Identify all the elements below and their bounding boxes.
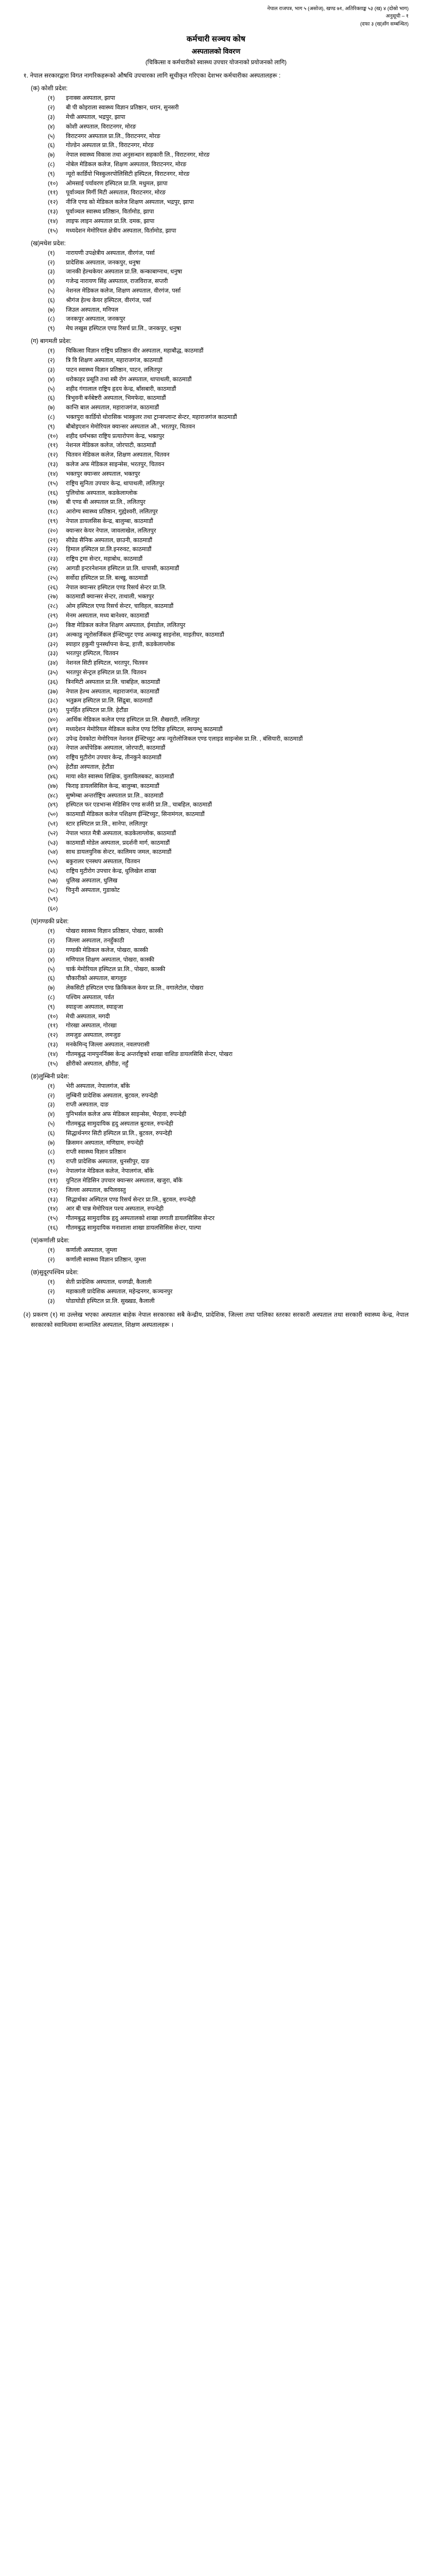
list-item: (३३) भरतपुर हस्पिटल, चितवन <box>48 650 118 657</box>
list-item: (१२) जिल्ला अस्पताल, कपिलवस्तु <box>48 1187 126 1193</box>
list-item: (८) नोबेल मेडिकल कलेज, शिक्षण अस्पताल, विराटनगर, मोरङ <box>48 161 187 168</box>
list-item: (१४) गौतमबुद्ध नामपुनर्निक्स केन्द्र अन्तर्राष्ट्रको शाखा वाशिङ डायलसिसि सेन्टर, पोखरा <box>48 1051 233 1058</box>
group-label-gandaki: (घ)गण्डकी प्रदेश: <box>31 918 69 925</box>
list-item: (७) कान्ति बाल अस्पताल, महाराजगंज, काठमाडौं <box>48 405 159 411</box>
list-item: (५) शहीद गंगालाल राष्ट्रिय हृदय केन्द्र, बाँसबारी, काठमाडौं <box>48 385 176 392</box>
list-item: (३६) त्रिनमिटी अस्पताल प्रा.लि. चाबहिल, काठमाडौं <box>48 679 160 685</box>
list-item: (७) लेकसिटी हस्पिटल एण्ड क्रिकिकल केयर प्रा.लि., वगालेटोल, पोखरा <box>48 985 204 992</box>
list-item: (३) पाटन स्वास्थ्य विज्ञान प्रतिष्ठान, पाटन, ललितपुर <box>48 366 163 373</box>
doc-header-line1: नेपाल राजपत्र, भाग ५ (असाेज), खण्ड ७१, अतिरिक्ताङ्क ५३ (ख) ४ (दोस्रो भाग) <box>267 6 409 12</box>
list-item: (५) नेशनल मेडिकल कलेज, शिक्षण अस्पताल, वीरगंज, पर्सा <box>48 288 181 294</box>
list-item: (३७) नेपाल हेल्थ अस्पताल, महाराजगंज, काठमाडौं <box>48 688 159 695</box>
list-item: (५२) नेपाल भारत मैत्री अस्पताल, कडकेलाग्लोक, काठमाडौं <box>48 830 176 837</box>
list-item: (४५) हेटौंडा अस्पताल, हेटौंडा <box>48 764 114 771</box>
list-item: (३) राप्ती अस्पताल, दाङ <box>48 1102 109 1109</box>
list-item: (३१) अल्काडु न्यूरोसर्जिकल ईन्स्टिच्युट एण्ड अल्काडु साइनोस, माइतीघर, काठमाडौं <box>48 631 224 638</box>
list-item: (४) कोशी अस्पताल, विराटनगर, मोरङ <box>48 123 137 130</box>
group-label-koshi: (क) कोशी प्रदेश: <box>31 85 68 92</box>
list-item: (४४) राष्ट्रिय मुटीरोग उपचार केन्द्र, तीनकुने काठमाडौं <box>48 754 162 761</box>
list-item: (५१) स्टार हस्पिटल प्रा.लि., सानेपा, ललितपुर <box>48 820 148 827</box>
list-item: (८) पश्चिम अस्पताल, पर्वत <box>48 994 114 1001</box>
list-item: (४३) नेपाल अर्थोपेडिक अस्पताल, जोरपाटी, काठमाडौं <box>48 745 166 752</box>
list-item: (६) चौकारीको अस्पताल, बागलुङ <box>48 975 127 982</box>
list-item: (७) क्रिसमन अस्पताल, मणिग्राम, रुपन्देही <box>48 1139 143 1146</box>
list-item: (५०) काठमाडौं मेडिकल कलेज पशिक्षण ईन्स्टिच्युट, सिनामंगल, काठमाडौं <box>48 811 205 818</box>
list-item: (५६) राष्ट्रिय मुटीरोग उपचार केन्द्र, धुलिखेल शाखा <box>48 868 156 874</box>
list-item: (३०) किष्ट मेडिकल कलेज शिक्षण अस्पताल, ईमाडोल, ललितपुर <box>48 622 185 629</box>
list-item: (२) लुम्बिनी प्रादेशिक अस्पताल, बुटवल, रुपन्देही <box>48 1092 158 1099</box>
list-item: (२) प्रादेशिक अस्पताल, जनकपुर, धनुषा <box>48 259 141 266</box>
list-item: (८) राप्ती स्वास्थ्य विज्ञान प्रतिष्ठान <box>48 1149 126 1156</box>
list-item: (४) मणिपाल शिक्षण अस्पताल, पोखरा, कास्की <box>48 956 155 963</box>
list-item: (१०) शहीद धर्मभक्त राष्ट्रिय प्रत्यारोपण केन्द्र, भक्तपुर <box>48 433 165 440</box>
list-item: (१) इनाक्स अस्पताल, झापा <box>48 95 115 102</box>
list-item: (१५) गौतमबुद्ध सामुदायिक हृदु अस्पतालको शाखा लगाती डायलसिसिस सेन्टर <box>48 1215 215 1222</box>
list-item: (४०) आर्थिक मेडिकल कलेज एण्ड हस्पिटल प्रा.लि. शैखराटी, ललितपुर <box>48 717 200 723</box>
list-item: (१४) लाइफ लाइन अस्पताल प्रा.लि. दमक, झापा <box>48 218 155 225</box>
group-label-madhesh: (ख)मधेश प्रदेश: <box>31 240 66 247</box>
list-item: (६) श्रीगंज हेल्थ केयर हस्पिटल, वीरगंज, पर्सा <box>48 297 151 304</box>
list-item: (६) त्रिभुवनी बर्नबेष्टरी अस्पताल, भिमफेदा, काठमाडौं <box>48 395 166 402</box>
list-item: (४६) माया श्वेत स्वास्थ्य शिक्षिक, वुलाविलबकट, काठमाडौं <box>48 773 174 780</box>
list-item: (२) बी पी कोइराला स्वास्थ्य विज्ञान प्रतिष्ठान, धरान, सुनसरी <box>48 105 179 111</box>
page-note: (चिकित्सा व कर्मचारीको स्वास्थ्य उपचार योजनाको प्रयोजनको लागि) <box>145 59 287 66</box>
list-item: (२४) आगडी इन्टरनेशनल हस्पिटल प्रा.लि. धापासी, काठमाडौं <box>48 565 180 572</box>
list-item: (३८) भतुक्रम हस्पिटल प्रा.लि. सिंद्रुबा, काठमाडौं <box>48 698 153 705</box>
hospital-list-bagmati <box>23 347 409 914</box>
list-item: (१३) पूर्वाञ्चल स्वास्थ्य प्रतिष्ठान, विर्तामोड, झापा <box>48 209 154 216</box>
list-item: (३) मेची अस्पताल, भद्रपुर, झापा <box>48 114 125 121</box>
list-item: (५) गौतमबुद्ध सामुदायिक हृदु अस्पताल बुटवल, रुपन्देही <box>48 1121 174 1127</box>
list-item: (३) जानकी हेल्थकेयर अस्पताल प्रा.लि. कन्काबाग्नाथ, धनुषा <box>48 269 182 276</box>
hospital-list-gandaki <box>23 927 409 1069</box>
list-item: (२) त्रि वि शिक्षण अस्पताल, महाराजगंज, काठमाडौं <box>48 357 163 364</box>
list-item: (११) युनिटल मेडिसिन उपचार क्यान्सर अस्पताल, खजुरा, बाँके <box>48 1177 183 1184</box>
list-item: (१) सेती प्रादेशिक अस्पताल, धनगढी, कैलाली <box>48 1278 152 1285</box>
list-item: (५८) चिनुनी अस्पताल, गुडाकोट <box>48 887 120 894</box>
list-item: (१५) राष्ट्रिय सुनिता उपचार केन्द्र, थापाथली, ललितपुर <box>48 480 165 487</box>
list-item: (९) स्याङ्जा अस्पताल, स्याङ्जा <box>48 1003 123 1010</box>
list-item: (३४) नेशनल सिटी हस्पिटल, भरतपुर, चितवन <box>48 660 148 667</box>
list-item: (१२) लमजुङ अस्पताल, लमजुङ <box>48 1032 121 1039</box>
list-item: (२३) राष्ट्रिय ट्रमा सेन्टर, महाबोध, काठमाडौं <box>48 556 143 563</box>
list-item: (१५) मध्यदेशन मेमोरियल क्षेत्रीय अस्पताल, विर्तामोड, झापा <box>48 227 176 234</box>
list-item: (१) भेरी अस्पताल, नेपालगंज, बाँके <box>48 1083 130 1089</box>
doc-header-line3: (दफा ३ (ख)सँग सम्बन्धित) <box>360 21 409 27</box>
list-item: (५७) धुलिख अस्पताल, धुलिख <box>48 877 117 884</box>
list-item: (६) गोल्डेन अस्पताल प्रा.लि., विराटनगर, मोरङ <box>48 142 154 149</box>
list-item: (५४) साथ डायलयुनिक सेन्टर, कालिमय जमल, काठमाडौं <box>48 849 172 856</box>
list-item: (२६) नेपाल क्यान्सर हस्पिटल एण्ड रिसर्च सेन्टर प्रा.लि. <box>48 584 167 591</box>
list-item: (१४) भक्तपुर क्यान्सर अस्पताल, भक्तपुर <box>48 470 140 477</box>
list-item: (१) कर्णाली अस्पताल, जुम्ला <box>48 1247 117 1253</box>
list-item: (४९) हस्पिटल फर एडभान्स मेडिसिन एण्ड सर्जरी प्रा.लि., चाबहिल, काठमाडौं <box>48 802 212 809</box>
list-item: (४) गजेन्द्र नारायण सिंह अस्पताल, राजविराज, सप्तरी <box>48 278 168 285</box>
group-label-bagmati: (ग) बागमती प्रदेश: <box>31 338 72 345</box>
list-item: (७) जिउल अस्पताल, मनिपल <box>48 306 118 313</box>
list-item: (१३) मनकेमिन्द् जिल्ला अस्पताल, नवलपरासी <box>48 1042 150 1049</box>
list-item: (१६) गौतमबुद्ध सामुदायिक मनाशाला शाखा डायलसिसिस सेन्टर, पाल्पा <box>48 1224 201 1231</box>
list-item: (११) गोरखा अस्पताल, गोरखा <box>48 1023 117 1029</box>
group-label-sudurpashchim: (छ)सुदूरपश्चिम प्रदेश: <box>31 1269 79 1276</box>
list-item: (८) जनकपुर अस्पताल, जनकपुर <box>48 316 125 323</box>
list-item: (११) पूर्वाञ्चल मिर्गी मिटी अस्पताल, विराटनगर, मोरङ <box>48 190 166 196</box>
list-item: (२८) ओम हस्पिटल एण्ड रिसर्च सेन्टर, चाविहल, काठमाडौं <box>48 603 174 610</box>
list-item: (२०) क्यान्सर केयर नेपाल, जावलाखेल, ललितपुर <box>48 527 156 534</box>
list-item: (४१) मध्यदेशन मेमोरियल मेडिकल कलेज एण्ड टिचिङ हस्पिटल, स्वयम्भू काठमाडौं <box>48 726 223 733</box>
list-item: (२२) हिमाल हस्पिटल प्रा.लि.इनरुवट, काठमाडौं <box>48 546 152 553</box>
group-label-lumbini: (ङ)लुम्बिनी प्रदेश: <box>31 1073 70 1080</box>
list-item: (१५) क्षीरीको अस्पताल, क्षीरीङ, नर्हुँ <box>48 1060 129 1067</box>
list-item: (५३) काठमाडौं मोडेल अस्पताल, प्रदर्शनी मार्ग, काठमाडौं <box>48 839 170 846</box>
page-subtitle: अस्पतालको विवरण <box>191 47 241 55</box>
hospital-list-lumbini <box>23 1082 409 1233</box>
hospital-list-karnali <box>23 1246 409 1265</box>
list-item: (१६) पुलिचोक अस्पताल, कडकेलाग्लोक <box>48 490 138 496</box>
list-item: (२९) मेनम अस्पताल, मध्य बानेश्वर, काठमाडौं <box>48 613 149 620</box>
list-item: (६) सिद्धार्थनगर सिटी हस्पिटल प्रा.लि., बुटवल, रुपन्देही <box>48 1130 172 1137</box>
list-item: (८) भक्तपुरा कार्डियो थोरासिक भास्कुलर तथा ट्रान्सप्लान्ट सेन्टर, महाराजगंज काठमाडौं <box>48 414 237 420</box>
list-item: (३) गण्डकी मेडिकल कलेज, पोखरा, कास्की <box>48 947 148 954</box>
list-item: (७) नेपाल स्वास्थ्य विकास तथा अनुसन्धान सहकारी लि., विराटनगर, मोरङ <box>48 152 210 159</box>
list-item: (१२) चितवन मेडिकल कलेज, शिक्षण अस्पताल, चितवन <box>48 452 170 459</box>
list-item: (३९) पुनर्हित हस्पिटल प्रा.लि. हेटौंडा <box>48 707 129 714</box>
closing-paragraph: (२) प्रकरण (१) मा उल्लेख भएका अस्पताल बाहेक नेपाल सरकारका सबै केन्द्रीय, प्रादेशिक, जिल्ला तथा पालिका स्तरका सरकारी अस्पताल तथा सरकारी स्वास्थ्य केन्द्र, नेपाल सरकारको स्वामित्वमा सञ्चालित अस्पताल, शिक्षण अस्पतालहरू । <box>23 1312 409 1328</box>
list-item: (६०) <box>48 906 58 913</box>
list-item: (४२) उपेन्द्र देवकोटा मेमोरियल नेशनल ईन्स्टिच्युट अफ न्यूरोलोजिकल एण्ड एलाइड साइन्सेस प्रा.लि. , बंसियारी, काठमाडौं <box>48 735 303 742</box>
list-item: (९) बौबोइएशन मेमोरियल क्यान्सर अस्पताल औ., भरतपुर, चितवन <box>48 423 195 430</box>
list-item: (१०) मेची अस्पताल, मगदी <box>48 1013 110 1020</box>
list-item: (४७) फिराइ डायलसिसिल केन्द्र, बालुम्बा, काठमाडौं <box>48 783 159 789</box>
list-item: (५) विराटनगर अस्पताल प्रा.लि., विराटनगर, मोरङ <box>48 133 160 140</box>
list-item: (४) युनिभर्सल कलेज अफ मेडिकल साइन्सेस, भैरहवा, रुपन्देही <box>48 1111 187 1118</box>
hospital-list-koshi <box>23 94 409 236</box>
section-heading: १. नेपाल सरकारद्वारा विगत नागरिकहरूको औषधि उपचारका लागि सूचीकृत गरिएका देशभर कर्मचारीका अस्पतालहरू : <box>23 73 281 80</box>
list-item: (२) महाकाली प्रादेशिक अस्पताल, महेन्द्रनगर, कञ्चनपुर <box>48 1288 173 1295</box>
list-item: (१०) नेपालगंज मेडिकल कलेज, नेपालगंज, बाँके <box>48 1168 154 1175</box>
list-item: (१८) आरोग्य स्वास्थ्य प्रतिष्ठान, गुह्येश्वरी, ललितपुर <box>48 509 158 516</box>
list-item: (२) जिल्ला अस्पताल, तनहुँकाठी <box>48 938 124 944</box>
list-item: (१) चिकित्सा विज्ञान राष्ट्रिय प्रतिष्ठान वीर अस्पताल, महाबौद्ध, काठमाडौं <box>48 348 204 355</box>
list-item: (९) मेघ लखुस हस्पिटल एण्ड रिसर्च प्रा.लि., जनकपुर, धनुषा <box>48 325 181 332</box>
list-item: (९) राप्ती प्रादेशिक अस्पताल, धुनसीपुर, दाङ <box>48 1158 150 1165</box>
list-item: (१३) सिद्धार्थका अस्पिटल एण्ड रिसर्च सेन्टर प्रा.लि., बुटवल, रुपन्देही <box>48 1196 196 1203</box>
doc-header-line2: अनुसूची – १ <box>386 13 409 20</box>
list-item: (१) पोखरा स्वास्थ्य विज्ञान प्रतिष्ठान, पोखरा, कास्की <box>48 928 163 935</box>
page-title: कर्मचारी सञ्चय कोष <box>187 35 245 44</box>
list-item: (१४) आर बी चान्न मेमोरियल पश्च अस्पताल, रुपन्देही <box>48 1206 164 1213</box>
list-item: (२) कर्णाली स्वास्थ्य विज्ञान प्रतिष्ठान, जुम्ला <box>48 1256 146 1263</box>
hospital-list-madhesh <box>23 249 409 334</box>
list-item: (५९) <box>48 896 58 903</box>
list-item: (१) नारायणी उपक्षेत्रीय अस्पताल, वीरगंज, पर्सा <box>48 250 155 256</box>
hospital-list-sudurpashchim <box>23 1278 409 1306</box>
list-item: (२१) सीप्रेड सैनिक अस्पताल, छाउनी, काठमाडौं <box>48 537 153 544</box>
list-item: (९) न्यूरो कार्डियो भिस्कुलरपोलिसिटी हस्पिटल, विराटनगर, मोरङ <box>48 170 190 177</box>
list-item: (४८) सुष्मेम्बा अन्तर्राष्ट्रिय अस्पताल प्रा.लि., काठमाडौं <box>48 792 164 799</box>
list-item: (१३) कलेज अफ मेडिकल साइन्सेस, भरतपुर, चितवन <box>48 461 165 468</box>
group-label-karnali: (च)कर्णाली प्रदेश: <box>31 1237 70 1244</box>
list-item: (३२) स्याहार हकुमी पुनर्स्थापना केन्द्र, हात्ती, कडकेलाग्लोक <box>48 641 175 648</box>
list-item: (२५) सर्वोदा हस्पिटल प्रा.लि. बल्खु, काठमाडौं <box>48 574 148 581</box>
list-item: (२७) काठमाडौं क्यान्सर सेन्टर, ताथाली, भक्तपुर <box>48 594 154 600</box>
list-item: (१२) नीजि एण्ड को मेडिकल कलेज शिक्षण अस्पताल, भद्रपुर, झापा <box>48 199 194 206</box>
list-item: (३) घोडाघोडी हस्पिटल प्रा.लि. सुख्खड, कैलाली <box>48 1298 155 1304</box>
list-item: (१९) नेपाल डायलसिस केन्द्र, बालुम्बा, काठमाडौं <box>48 518 154 525</box>
list-item: (५) चार्क मेमोरियल हस्पिटल प्रा.लि., पोखरा, कास्की <box>48 966 165 973</box>
list-item: (१०) ओमसाई पर्यावरण हस्पिटल प्रा.लि. मधुमल, झापा <box>48 180 168 187</box>
list-item: (४) धरोकाहर प्रसूति तथा स्त्री रोग अस्पताल, थापाथली, काठमाडौं <box>48 376 192 383</box>
list-item: (११) नेशनल मेडिकल कलेज, जोरपाटी, काठमाडौं <box>48 442 156 449</box>
list-item: (५५) बकुरालर एनस्थप अस्पताल, चितवन <box>48 858 140 865</box>
list-item: (१७) बी एण्ड बी अस्पताल प्रा.लि., ललितपुर <box>48 499 146 506</box>
list-item: (३५) भरतपुर सेन्ट्रल हस्पिटल प्रा.लि. चितवन <box>48 669 147 676</box>
